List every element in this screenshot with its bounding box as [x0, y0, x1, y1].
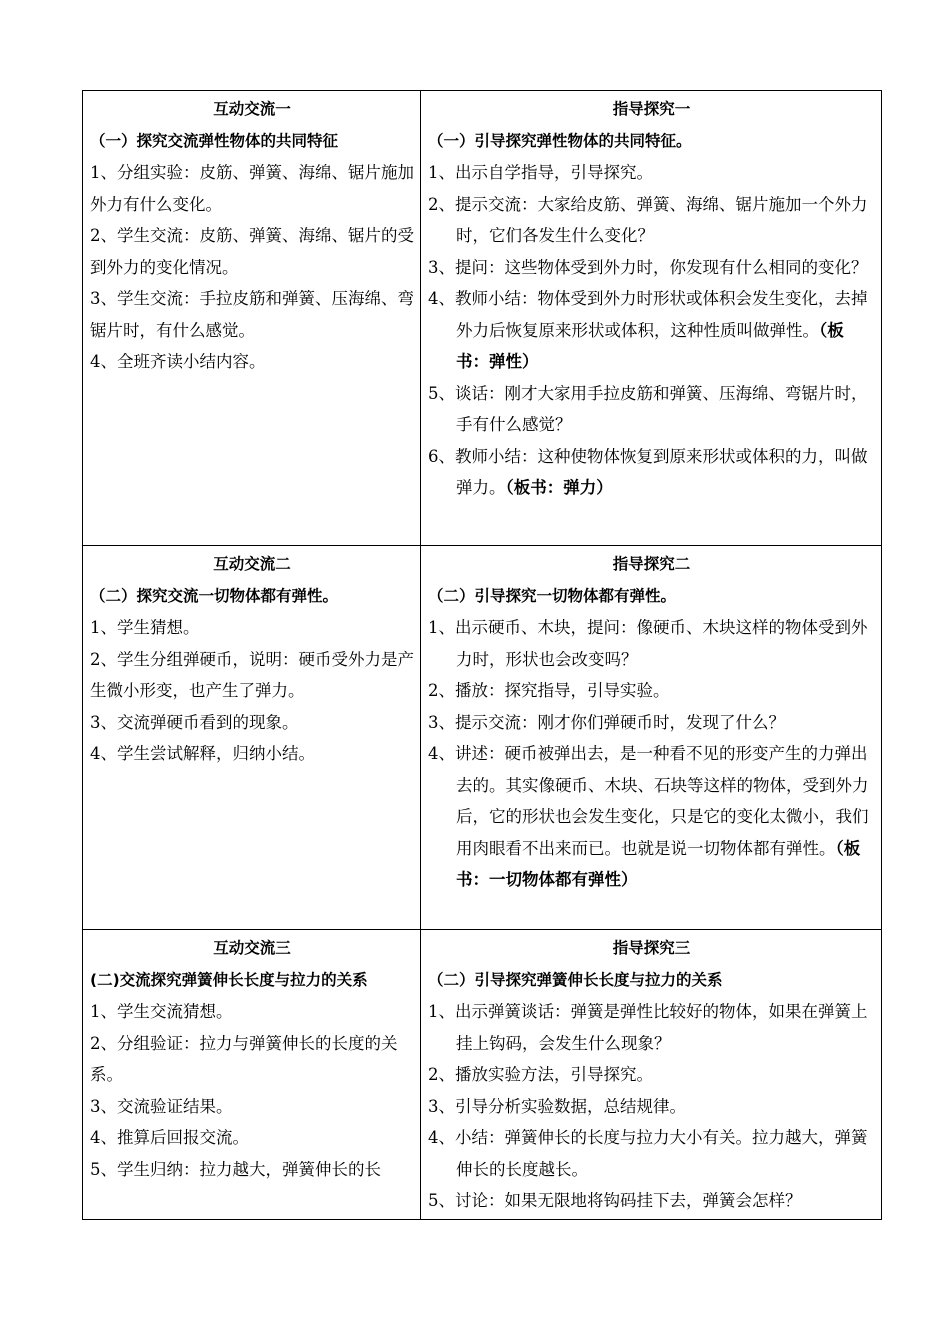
list-item [428, 707, 875, 739]
interaction-cell [83, 930, 421, 1220]
section-subtitle: （二）引导探究弹簧伸长长度与拉力的关系 [428, 970, 723, 989]
list-item [428, 1059, 875, 1091]
list-item [428, 1122, 875, 1185]
list-item: 2、分组验证：拉力与弹簧伸长的长度的关系。 [90, 1033, 398, 1084]
item-text: 5、讨论：如果无限地将钩码挂下去，弹簧会怎样？ [428, 1191, 802, 1210]
list-item: 1、分组实验：皮筋、弹簧、海绵、锯片施加外力有什么变化。 [90, 163, 414, 214]
list-item: 5、学生归纳：拉力越大，弹簧伸长的长 [90, 1159, 381, 1179]
interaction-cell [83, 91, 421, 546]
list-item [428, 612, 875, 675]
item-text: 3、提示交流：刚才你们弹硬币时，发现了什么？ [428, 712, 785, 732]
cell-content [90, 933, 414, 1185]
guidance-cell [421, 546, 882, 930]
list-item [428, 283, 875, 378]
board-note: （板书：一切物体都有弹性） [456, 838, 861, 889]
section-heading: 指导探究一 [612, 100, 691, 118]
list-item: 3、交流弹硬币看到的现象。 [90, 712, 299, 732]
list-item: 3、交流验证结果。 [90, 1096, 233, 1116]
list-item: 1、学生猜想。 [90, 618, 200, 637]
item-text: 2、播放实验方法，引导探究。 [428, 1065, 653, 1084]
list-item [428, 189, 875, 252]
section-subtitle: （二）探究交流一切物体都有弹性。 [90, 586, 339, 605]
list-item [428, 675, 875, 707]
section-subtitle: （一）引导探究弹性物体的共同特征。 [428, 131, 692, 150]
list-item: 4、学生尝试解释，归纳小结。 [90, 744, 315, 763]
list-item: 4、推算后回报交流。 [90, 1128, 249, 1147]
section-heading: 指导探究三 [612, 939, 691, 957]
table-row [83, 91, 882, 546]
item-text: 4、小结：弹簧伸长的长度与拉力大小有关。拉力越大，弹簧伸长的长度越长。 [428, 1128, 868, 1179]
item-text: 4、讲述：硬币被弹出去，是一种看不见的形变产生的力弹出去的。其实像硬币、木块、石块等这样的物体，受到外力后，它的形状也会发生变化，只是它的变化太微小，我们用肉眼看不出来而已。也就是说一切物体都有弹性。 [428, 744, 869, 858]
item-text: 2、播放：探究指导，引导实验。 [428, 681, 670, 700]
list-item [428, 157, 875, 189]
list-item [428, 252, 875, 284]
item-text: 5、谈话：刚才大家用手拉皮筋和弹簧、压海绵、弯锯片时，手有什么感觉？ [428, 383, 868, 434]
board-note: （板书：弹力） [505, 478, 613, 497]
list-item: 2、学生交流：皮筋、弹簧、海绵、锯片的受到外力的变化情况。 [90, 226, 414, 277]
section-subtitle: （二）引导探究一切物体都有弹性。 [428, 586, 677, 605]
section-heading: 互动交流二 [213, 555, 291, 573]
list-item: 1、学生交流猜想。 [90, 1002, 233, 1021]
list-item: 4、全班齐读小结内容。 [90, 352, 266, 371]
list-item: 2、学生分组弹硬币，说明：硬币受外力是产生微小形变，也产生了弹力。 [90, 649, 414, 700]
table-row [83, 546, 882, 930]
list-item [428, 1185, 875, 1213]
section-subtitle: (二)交流探究弹簧伸长长度与拉力的关系 [90, 970, 368, 989]
section-heading: 互动交流三 [213, 939, 291, 957]
section-heading: 指导探究二 [612, 555, 691, 573]
section-subtitle: （一）探究交流弹性物体的共同特征 [90, 131, 339, 150]
item-text: 3、引导分析实验数据，总结规律。 [428, 1096, 686, 1116]
item-text: 1、出示弹簧谈话：弹簧是弹性比较好的物体，如果在弹簧上挂上钩码，会发生什么现象？ [428, 1002, 868, 1053]
list-item [428, 996, 875, 1059]
item-text: 3、提问：这些物体受到外力时，你发现有什么相同的变化？ [428, 257, 868, 277]
lesson-table [82, 90, 882, 1220]
list-item [428, 1091, 875, 1123]
item-text: 4、教师小结：物体受到外力时形状或体积会发生变化，去掉外力后恢复原来形状或体积，这种性质叫做弹性。 [428, 289, 868, 340]
list-item: 3、学生交流：手拉皮筋和弹簧、压海绵、弯锯片时，有什么感觉。 [90, 289, 414, 340]
item-text: 2、提示交流：大家给皮筋、弹簧、海绵、锯片施加一个外力时，它们各发生什么变化？ [428, 194, 868, 245]
guidance-cell [421, 91, 882, 546]
list-item [428, 441, 875, 504]
list-item [428, 738, 875, 896]
cell-content [428, 933, 875, 1213]
item-text: 1、出示自学指导，引导探究。 [428, 163, 653, 182]
guidance-cell [421, 930, 882, 1220]
table-row [83, 930, 882, 1220]
section-heading: 互动交流一 [213, 100, 291, 118]
item-text: 1、出示硬币、木块，提问：像硬币、木块这样的物体受到外力时，形状也会改变吗？ [428, 618, 868, 669]
board-note: （板书：弹性） [456, 320, 844, 371]
item-text: 6、教师小结：这种使物体恢复到原来形状或体积的力，叫做弹力。 [428, 446, 868, 497]
interaction-cell [83, 546, 421, 930]
list-item [428, 378, 875, 441]
